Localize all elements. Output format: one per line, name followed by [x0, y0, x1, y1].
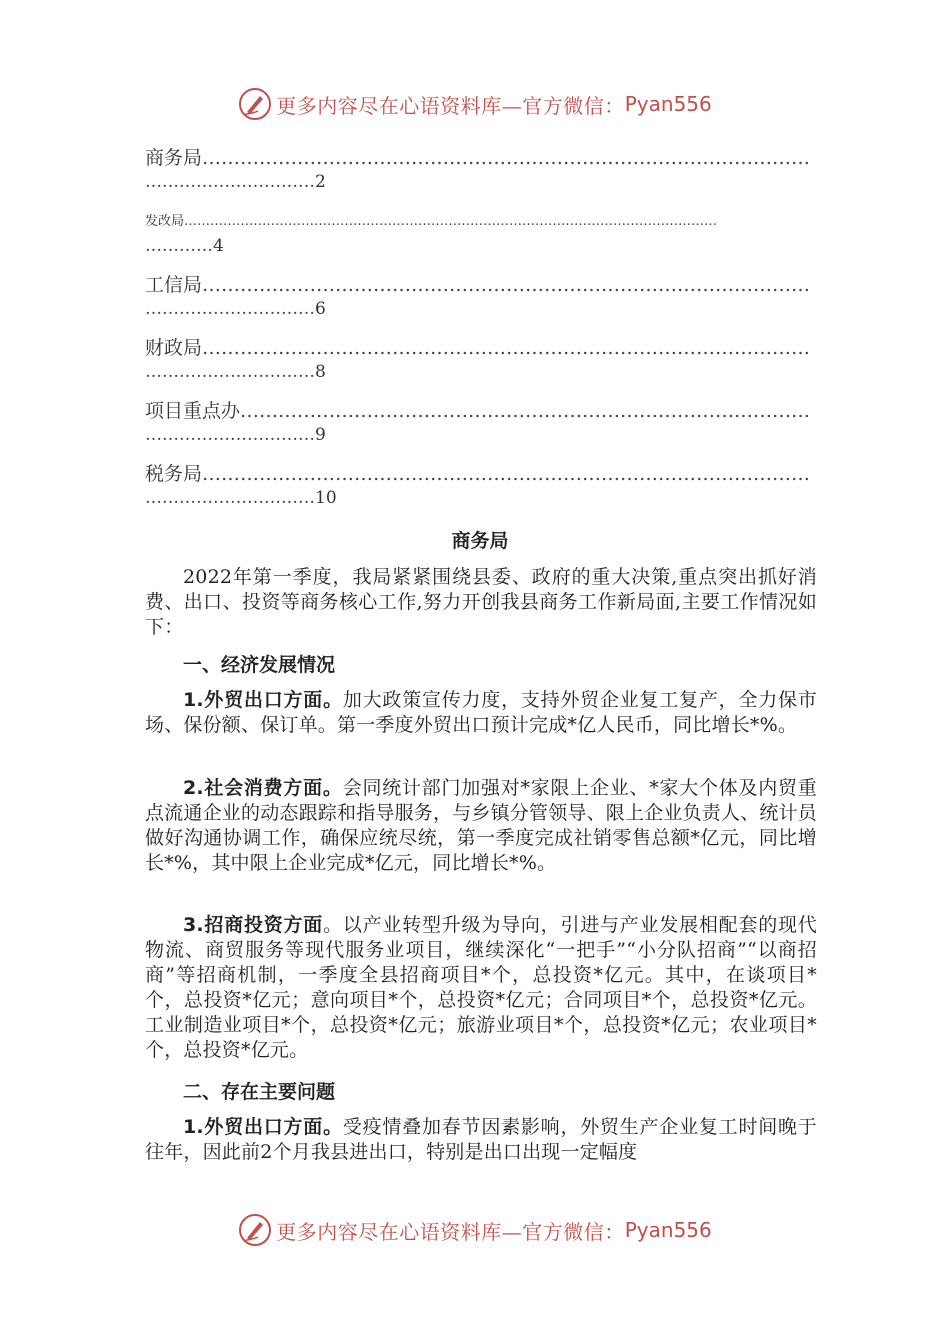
paragraph-foreign-trade — [145, 688, 817, 738]
watermark-wechat-id: Pyan556 — [624, 1218, 712, 1242]
intro-paragraph: 2022年第一季度，我局紧紧围绕县委、政府的重大决策,重点突出抓好消费、出口、投资等商务核心工作,努力开创我县商务工作新局面,主要工作情况如下： — [145, 566, 817, 638]
watermark-header — [0, 84, 950, 124]
toc-label: 商务局 — [145, 147, 203, 169]
toc-label: 项目重点办 — [145, 400, 241, 422]
toc-page: 4 — [213, 236, 224, 256]
paragraph-text: 受疫情叠加春节因素影响，外贸生产企业复工时间晚于往年，因此前2个月我县进出口，特别是出口出现一定幅度 — [145, 1116, 817, 1163]
paragraph-lead: 2.社会消费方面。 — [183, 777, 343, 799]
paragraph-lead: 1.外贸出口方面。 — [183, 1116, 343, 1138]
watermark-text: 更多内容尽在心语资料库—官方微信： — [276, 93, 625, 118]
watermark-footer — [0, 1210, 950, 1250]
toc-page: 10 — [315, 488, 337, 508]
paragraph-investment — [145, 913, 817, 1063]
paragraph-problem-foreign-trade — [145, 1115, 817, 1165]
toc-label: 发改局 — [145, 214, 185, 229]
heading-main-problems: 二、存在主要问题 — [183, 1081, 336, 1103]
toc-page: 9 — [315, 425, 326, 445]
pen-quill-logo-icon — [238, 87, 272, 121]
watermark-wechat-id: Pyan556 — [624, 92, 712, 116]
toc-entry[interactable]: 项目重点办……………………………………………………………………………… …………………………9 — [145, 400, 811, 445]
toc-label: 工信局 — [145, 274, 203, 296]
toc-page: 2 — [315, 172, 326, 192]
heading-economic-development: 一、经济发展情况 — [183, 654, 336, 676]
toc-entry[interactable]: 工信局…………………………………………………………………………………… …………………………6 — [145, 274, 811, 319]
pen-quill-logo-icon — [238, 1213, 272, 1247]
paragraph-text: 。以产业转型升级为导向，引进与产业发展相配套的现代物流、商贸服务等现代服务业项目，继续深化“一把手”“小分队招商”“以商招商”等招商机制，一季度全县招商项目*个，总投资*亿元。其中，在谈项目*个，总投资*亿元；意向项目*个，总投资*亿元；合同项目*个，总投资*亿元。工业制造业项目*个，总投资*亿元；旅游业项目*个，总投资*亿元；农业项目*个，总投资*亿元。 — [145, 914, 817, 1061]
toc-page: 8 — [315, 362, 326, 382]
toc-label: 财政局 — [145, 337, 203, 359]
toc-label: 税务局 — [145, 463, 203, 485]
paragraph-text: 加大政策宣传力度，支持外贸企业复工复产，全力保市场、保份额、保订单。第一季度外贸出口预计完成*亿人民币，同比增长*%。 — [145, 689, 817, 736]
section-title: 商务局 — [451, 530, 509, 552]
paragraph-lead: 3.招商投资方面 — [183, 914, 324, 936]
toc-entry[interactable]: 税务局…………………………………………………………………………………… …………………………10 — [145, 463, 811, 508]
paragraph-social-consumption — [145, 776, 817, 876]
watermark-text: 更多内容尽在心语资料库—官方微信： — [276, 1219, 625, 1244]
paragraph-lead: 1.外贸出口方面。 — [183, 689, 343, 711]
paragraph-text: 会同统计部门加强对*家限上企业、*家大个体及内贸重点流通企业的动态跟踪和指导服务，与乡镇分管领导、限上企业负责人、统计员做好沟通协调工作，确保应统尽统，第一季度完成社销零售总额*亿元，同比增长*%，其中限上企业完成*亿元，同比增长*%。 — [145, 777, 818, 874]
toc-entry[interactable]: 商务局…………………………………………………………………………………… …………………………2 — [145, 147, 811, 192]
toc-page: 6 — [315, 299, 326, 319]
toc-entry[interactable]: 发改局…………………………………………………………………………………………………………… …………4 — [145, 214, 718, 256]
toc-entry[interactable]: 财政局…………………………………………………………………………………… …………………………8 — [145, 337, 811, 382]
